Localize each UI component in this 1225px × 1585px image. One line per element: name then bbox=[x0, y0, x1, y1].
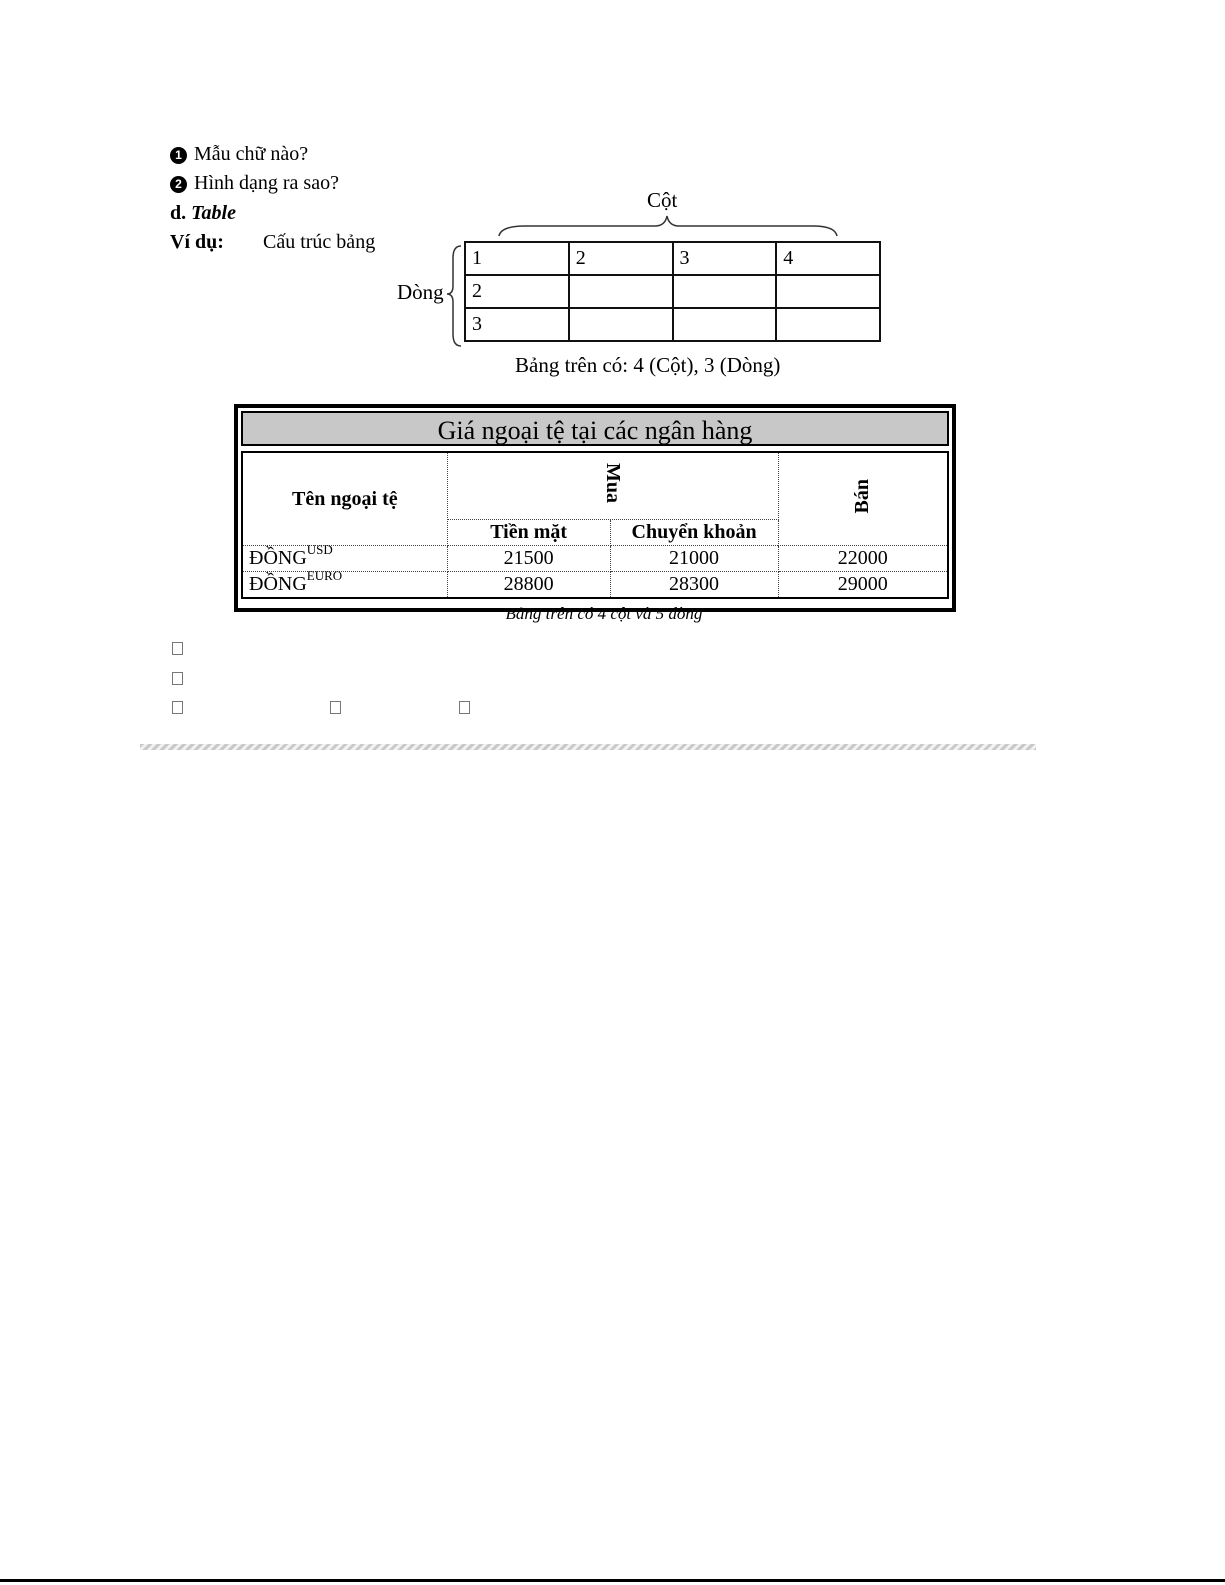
header-currency-name: Tên ngoại tệ bbox=[242, 452, 447, 546]
page-bottom-rule bbox=[0, 1579, 1225, 1582]
question-2-text: Hình dạng ra sao? bbox=[194, 172, 339, 194]
table-row bbox=[465, 308, 880, 341]
grid-cell: 3 bbox=[673, 242, 777, 275]
currency-name bbox=[242, 568, 447, 599]
currency-base: ĐỒNG bbox=[249, 547, 307, 569]
example-text: Cấu trúc bảng bbox=[263, 231, 376, 253]
grid-cell bbox=[673, 275, 777, 308]
table-row bbox=[465, 275, 880, 308]
table-row bbox=[242, 546, 948, 572]
missing-glyph-icon bbox=[459, 701, 470, 714]
section-heading bbox=[170, 201, 236, 225]
grid-cell: 1 bbox=[465, 242, 569, 275]
number-1-icon: 1 bbox=[170, 147, 187, 164]
header-buy-cell bbox=[447, 452, 778, 520]
header-buy: Mua bbox=[602, 463, 625, 503]
grid-cell bbox=[776, 308, 880, 341]
table-row bbox=[242, 572, 948, 599]
figure2-caption: Bảng trên có 4 cột và 5 dòng bbox=[505, 604, 703, 623]
section-title: Table bbox=[191, 202, 236, 224]
table-structure-figure bbox=[395, 188, 881, 386]
currency-code: USD bbox=[306, 542, 333, 557]
sell-value: 29000 bbox=[778, 572, 948, 599]
grid-cell bbox=[776, 275, 880, 308]
section-divider bbox=[140, 744, 1036, 750]
header-sell: Bán bbox=[851, 478, 874, 514]
grid-cell bbox=[673, 308, 777, 341]
grid-cell: 2 bbox=[465, 275, 569, 308]
row-label: Dòng bbox=[397, 280, 444, 304]
missing-glyph-icon bbox=[330, 701, 341, 714]
question-1 bbox=[170, 142, 308, 166]
transfer-value: 28300 bbox=[610, 572, 778, 599]
column-label: Cột bbox=[647, 188, 678, 212]
missing-glyph-icon bbox=[172, 672, 183, 685]
currency-table-figure bbox=[234, 404, 956, 612]
header-transfer: Chuyển khoản bbox=[610, 520, 778, 546]
currency-table bbox=[241, 451, 949, 599]
currency-code: EURO bbox=[306, 568, 343, 583]
section-letter: d. bbox=[170, 202, 187, 224]
example-line bbox=[170, 230, 375, 254]
cash-value: 21500 bbox=[447, 546, 610, 572]
header-sell-cell bbox=[778, 452, 948, 546]
grid-cell bbox=[569, 275, 673, 308]
grid-cell: 3 bbox=[465, 308, 569, 341]
figure1-caption: Bảng trên có: 4 (Cột), 3 (Dòng) bbox=[515, 353, 781, 377]
table-row bbox=[465, 242, 880, 275]
currency-table-title: Giá ngoại tệ tại các ngân hàng bbox=[241, 411, 949, 446]
transfer-value: 21000 bbox=[610, 546, 778, 572]
missing-glyph-icon bbox=[172, 642, 183, 655]
table-row bbox=[242, 452, 948, 520]
question-2 bbox=[170, 171, 339, 195]
sell-value: 22000 bbox=[778, 546, 948, 572]
missing-glyph-icon bbox=[172, 701, 183, 714]
grid-cell: 4 bbox=[776, 242, 880, 275]
grid-cell bbox=[569, 308, 673, 341]
number-2-icon: 2 bbox=[170, 176, 187, 193]
question-1-text: Mẫu chữ nào? bbox=[194, 143, 309, 165]
cash-value: 28800 bbox=[447, 572, 610, 599]
header-cash: Tiền mặt bbox=[447, 520, 610, 546]
currency-name bbox=[242, 542, 447, 572]
grid-cell: 2 bbox=[569, 242, 673, 275]
example-label: Ví dụ: bbox=[170, 231, 224, 253]
structure-grid bbox=[464, 241, 881, 342]
currency-base: ĐỒNG bbox=[249, 573, 307, 595]
